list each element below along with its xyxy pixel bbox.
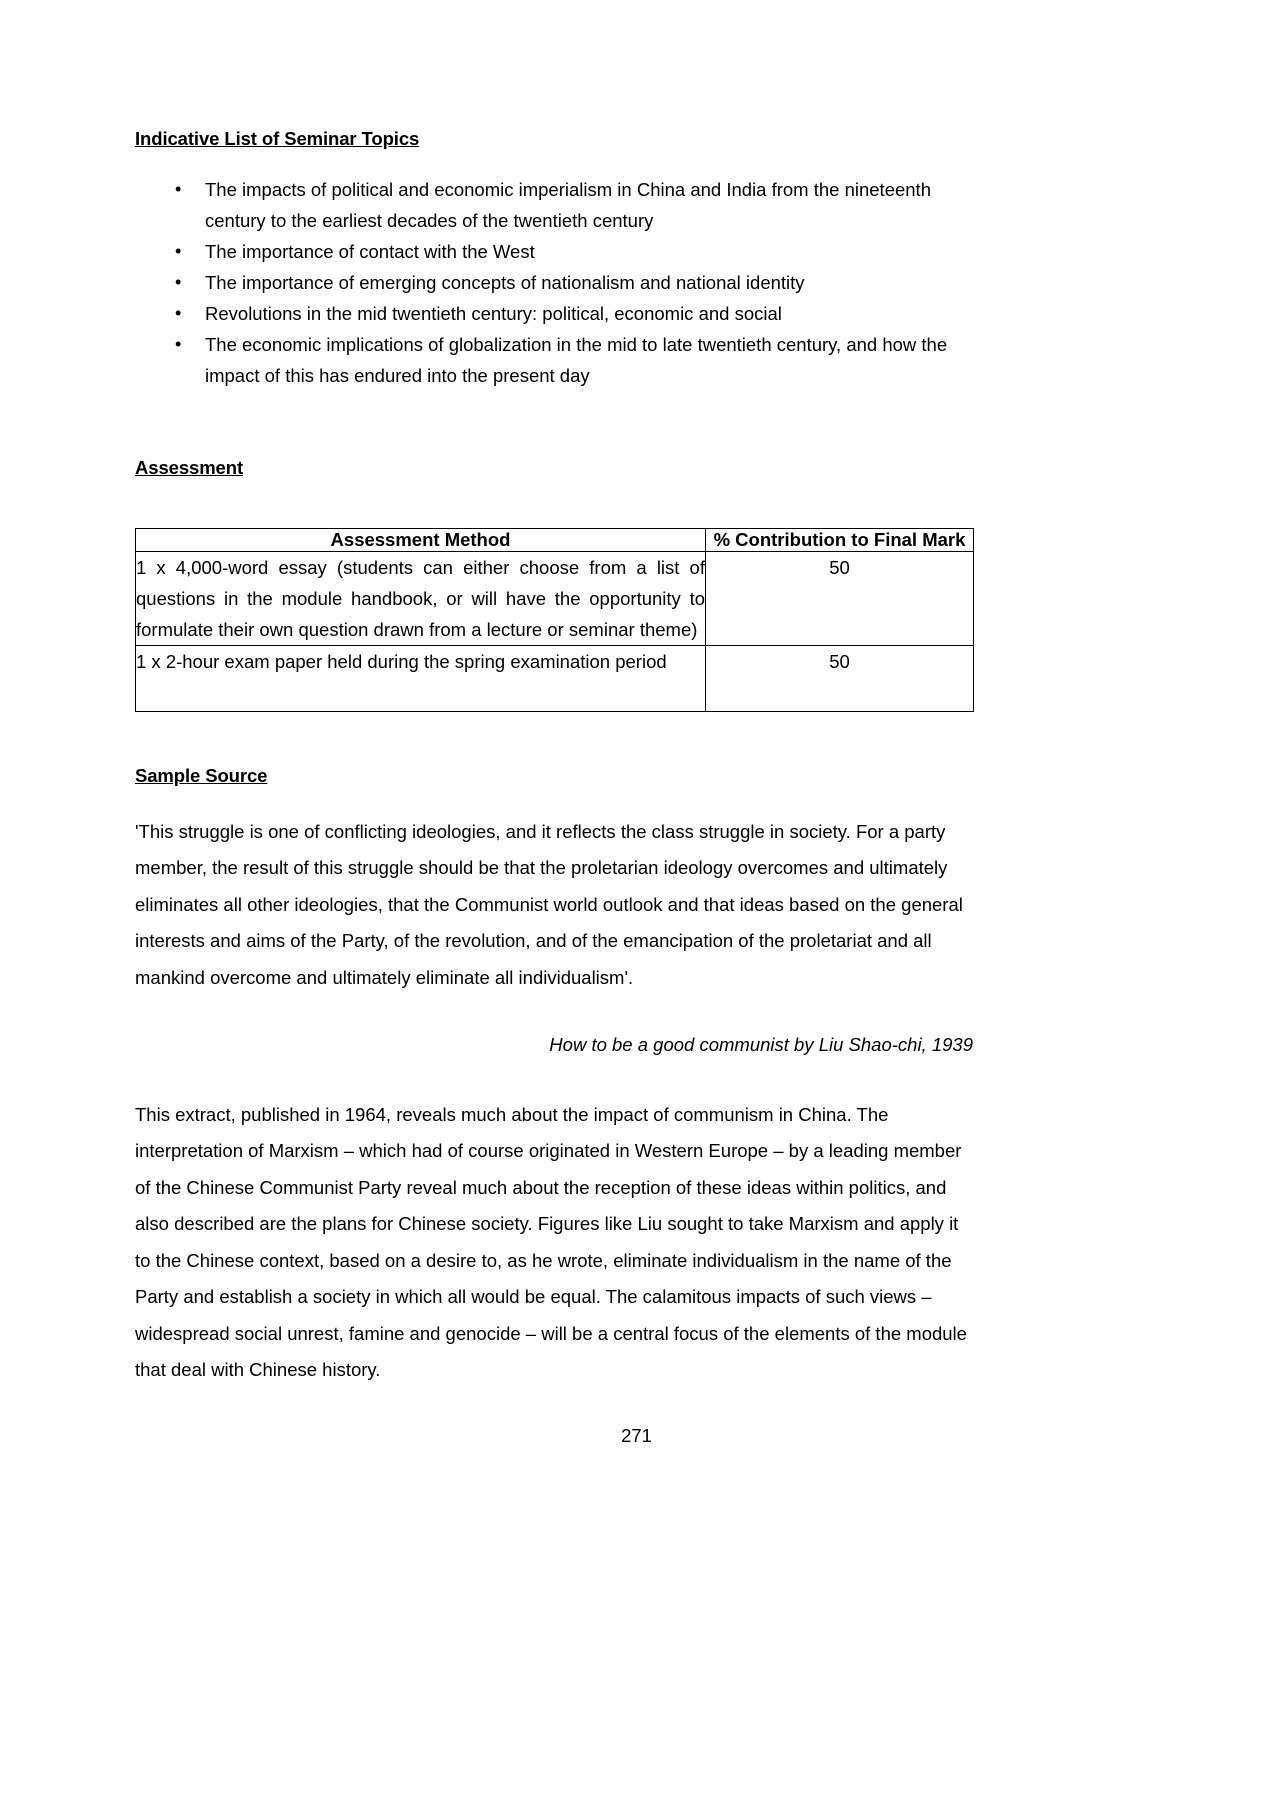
sample-source-heading: Sample Source — [135, 765, 268, 787]
cell-assessment-method: 1 x 2-hour exam paper held during the spring examination period — [136, 646, 706, 712]
list-item-label: The importance of contact with the West — [205, 241, 535, 263]
column-header-assessment-method: Assessment Method — [136, 529, 706, 552]
sample-source-commentary: This extract, published in 1964, reveals much about the impact of communism in China. The interpretation of Marxism – which had of course originated in Western Europe – by a leading member of the Chinese Communist Party reveal much about the reception of these ideas within politics, and also described are the plans for Chinese society. Figures like Liu sought to take Marxism and apply it to the Chinese context, based on a desire to, as he wrote, eliminate individualism in the name of the Party and establish a society in which all would be equal. The calamitous impacts of such views – widespread social unrest, famine and genocide – will be a central focus of the elements of the module that deal with Chinese history. — [135, 1103, 967, 1381]
cell-assessment-method: 1 x 4,000-word essay (students can either choose from a list of questions in the module handbook, or will have the opportunity to formulate their own question drawn from a lecture or seminar theme) — [136, 552, 706, 646]
seminar-topics-list — [135, 174, 973, 391]
list-item-label: The economic implications of globalization in the mid to late twentieth century, and how the impact of this has endured into the present day — [205, 334, 948, 387]
assessment-table — [135, 528, 974, 712]
table-row — [136, 646, 974, 712]
table-header-row — [136, 529, 974, 552]
bullet-icon: • — [175, 303, 182, 324]
list-item — [135, 329, 973, 391]
cell-contribution: 50 — [706, 552, 974, 646]
bullet-icon: • — [175, 272, 182, 293]
seminar-topics-heading: Indicative List of Seminar Topics — [135, 128, 420, 149]
sample-source-quote: 'This struggle is one of conflicting ideologies, and it reflects the class struggle in society. For a party member, the result of this struggle should be that the proletarian ideology overcomes and ultimately eliminates all other ideologies, that the Communist world outlook and that ideas based on the general interests and aims of the Party, of the revolution, and of the emancipation of the proletariat and all mankind overcome and ultimately eliminate all individualism'. — [135, 820, 963, 988]
cell-contribution: 50 — [706, 646, 974, 712]
list-item-label: The impacts of political and economic imperialism in China and India from the nineteenth century to the earliest decades of the twentieth century — [205, 179, 931, 232]
list-item — [135, 236, 973, 267]
list-item-label: The importance of emerging concepts of nationalism and national identity — [205, 272, 805, 294]
column-header-contribution: % Contribution to Final Mark — [706, 529, 974, 552]
assessment-heading: Assessment — [135, 457, 244, 479]
bullet-icon: • — [175, 334, 182, 355]
list-item-label: Revolutions in the mid twentieth century: political, economic and social — [205, 303, 782, 325]
page-number: 271 — [621, 1425, 652, 1446]
bullet-icon: • — [175, 241, 182, 262]
list-item — [135, 298, 973, 329]
table-row — [136, 552, 974, 646]
list-item — [135, 174, 973, 236]
bullet-icon: • — [175, 179, 182, 200]
list-item — [135, 267, 973, 298]
sample-source-attribution: How to be a good communist by Liu Shao-chi, 1939 — [549, 1034, 973, 1056]
page-content — [135, 128, 973, 1389]
